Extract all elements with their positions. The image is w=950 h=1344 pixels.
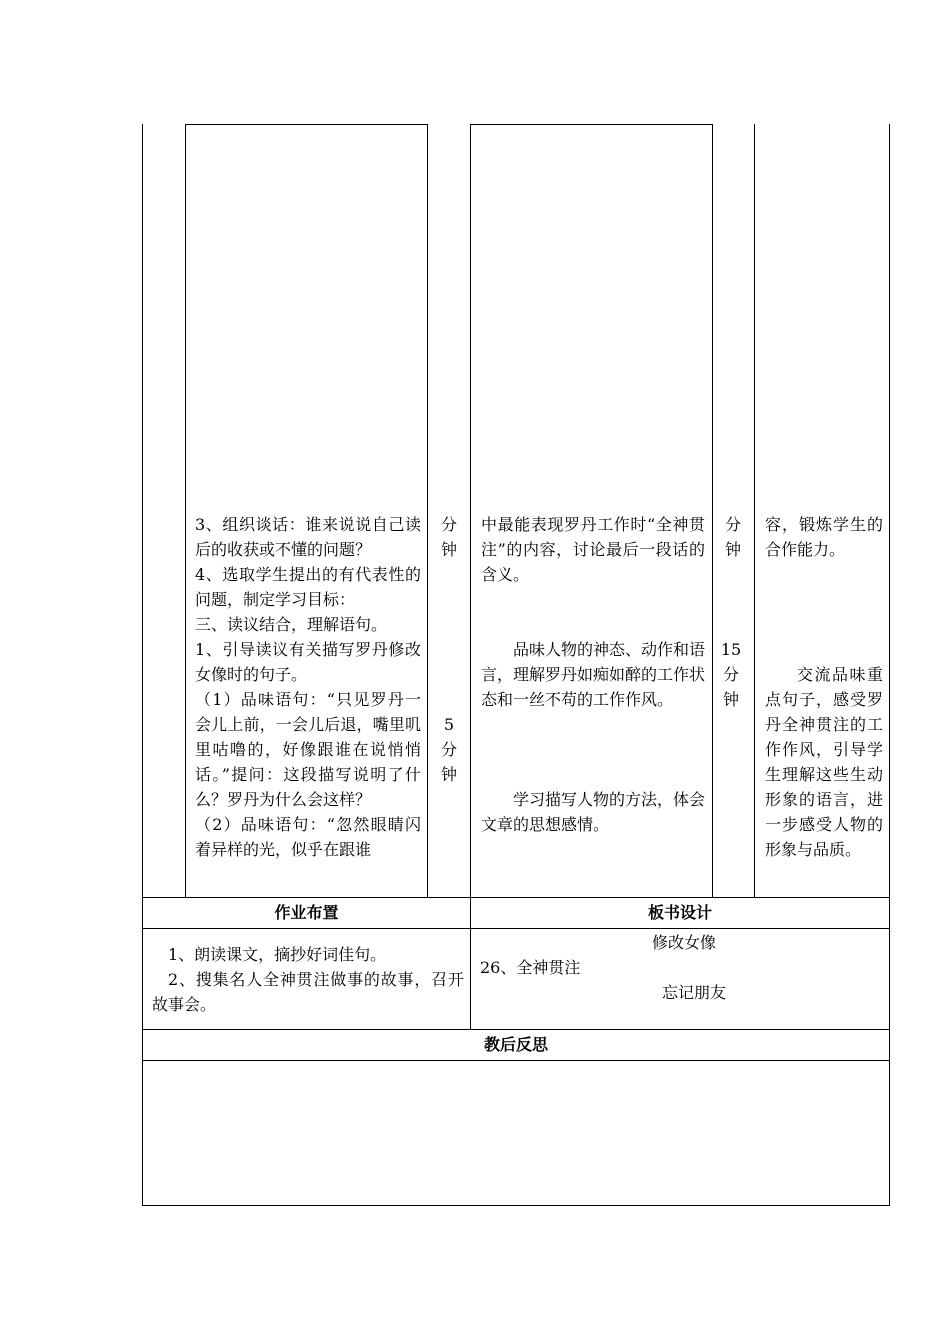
intent-column-2 xyxy=(765,662,883,862)
teacher-item: 3、组织谈话：谁来说说自己读后的收获或不懂的问题？ xyxy=(195,515,421,559)
time-column-1b xyxy=(430,712,468,787)
student-item: 学习描写人物的方法，体会文章的思想感情。 xyxy=(481,790,706,834)
teacher-item: （1）品味语句：“只见罗丹一会儿上前，一会儿后退，嘴里叽里咕噜的，好像跟谁在说悄悄话。”提问：这段描写说明了什么？罗丹为什么会这样？ xyxy=(195,690,421,809)
student-activity-column xyxy=(481,512,705,587)
homework-header: 作业布置 xyxy=(274,903,339,922)
time-1b-num: 5 xyxy=(443,715,455,734)
teacher-item: 4、选取学生提出的有代表性的问题，制定学习目标： xyxy=(195,565,421,609)
row-line-3 xyxy=(142,1029,890,1030)
row-line-2 xyxy=(142,928,890,929)
teacher-item: 三、读议结合，理解语句。 xyxy=(195,615,388,634)
outer-right-border xyxy=(889,124,890,1206)
time-2b-num: 15 xyxy=(720,640,742,659)
student-item: 中最能表现罗丹工作时“全神贯注”的内容，讨论最后一段话的含义。 xyxy=(481,515,705,584)
time-2b-unit: 分钟 xyxy=(722,665,739,709)
student-activity-column-3 xyxy=(481,787,705,837)
intent-item: 交流品味重点句子，感受罗丹全神贯注的工作作风，引导学生理解这些生动形象的语言，进一步感受人物的形象与品质。 xyxy=(765,665,883,859)
teacher-item: （2）品味语句：“忽然眼睛闪着异样的光，似乎在跟谁 xyxy=(195,815,421,859)
student-item: 品味人物的神态、动作和语言，理解罗丹如痴如醉的工作状态和一丝不苟的工作作风。 xyxy=(481,640,706,709)
homework-content xyxy=(152,942,464,1017)
time-2a: 分钟 xyxy=(724,515,741,559)
time-1b-unit: 分钟 xyxy=(440,740,457,784)
col-line-2 xyxy=(427,124,428,897)
row-line-4 xyxy=(142,1060,890,1061)
intent-item: 容，锻炼学生的合作能力。 xyxy=(765,515,883,559)
col-line-5 xyxy=(754,124,755,897)
col-line-3 xyxy=(470,124,471,897)
student-activity-column-2 xyxy=(481,637,705,712)
row-line-5 xyxy=(142,1205,890,1206)
board-bottom: 忘记朋友 xyxy=(662,983,727,1002)
homework-item: 1、朗读课文，摘抄好词佳句。 xyxy=(168,945,387,964)
teacher-activity-column xyxy=(195,512,421,897)
box1-top xyxy=(185,124,428,125)
board-header: 板书设计 xyxy=(647,903,712,922)
time-column-1 xyxy=(430,512,468,562)
teacher-item: 1、引导读议有关描写罗丹修改女像时的句子。 xyxy=(195,640,421,684)
box2-top xyxy=(470,124,713,125)
time-column-2b xyxy=(712,637,750,712)
time-column-2 xyxy=(714,512,752,562)
row-line-1 xyxy=(142,897,890,898)
reflection-header: 教后反思 xyxy=(483,1035,548,1054)
board-title: 26、全神贯注 xyxy=(480,958,581,977)
col-line-1 xyxy=(185,124,186,897)
board-top: 修改女像 xyxy=(652,933,717,952)
intent-column xyxy=(765,512,883,562)
time-1a: 分钟 xyxy=(440,515,457,559)
col-line-4 xyxy=(712,124,713,897)
homework-item: 2、搜集名人全神贯注做事的故事，召开故事会。 xyxy=(152,970,464,1014)
